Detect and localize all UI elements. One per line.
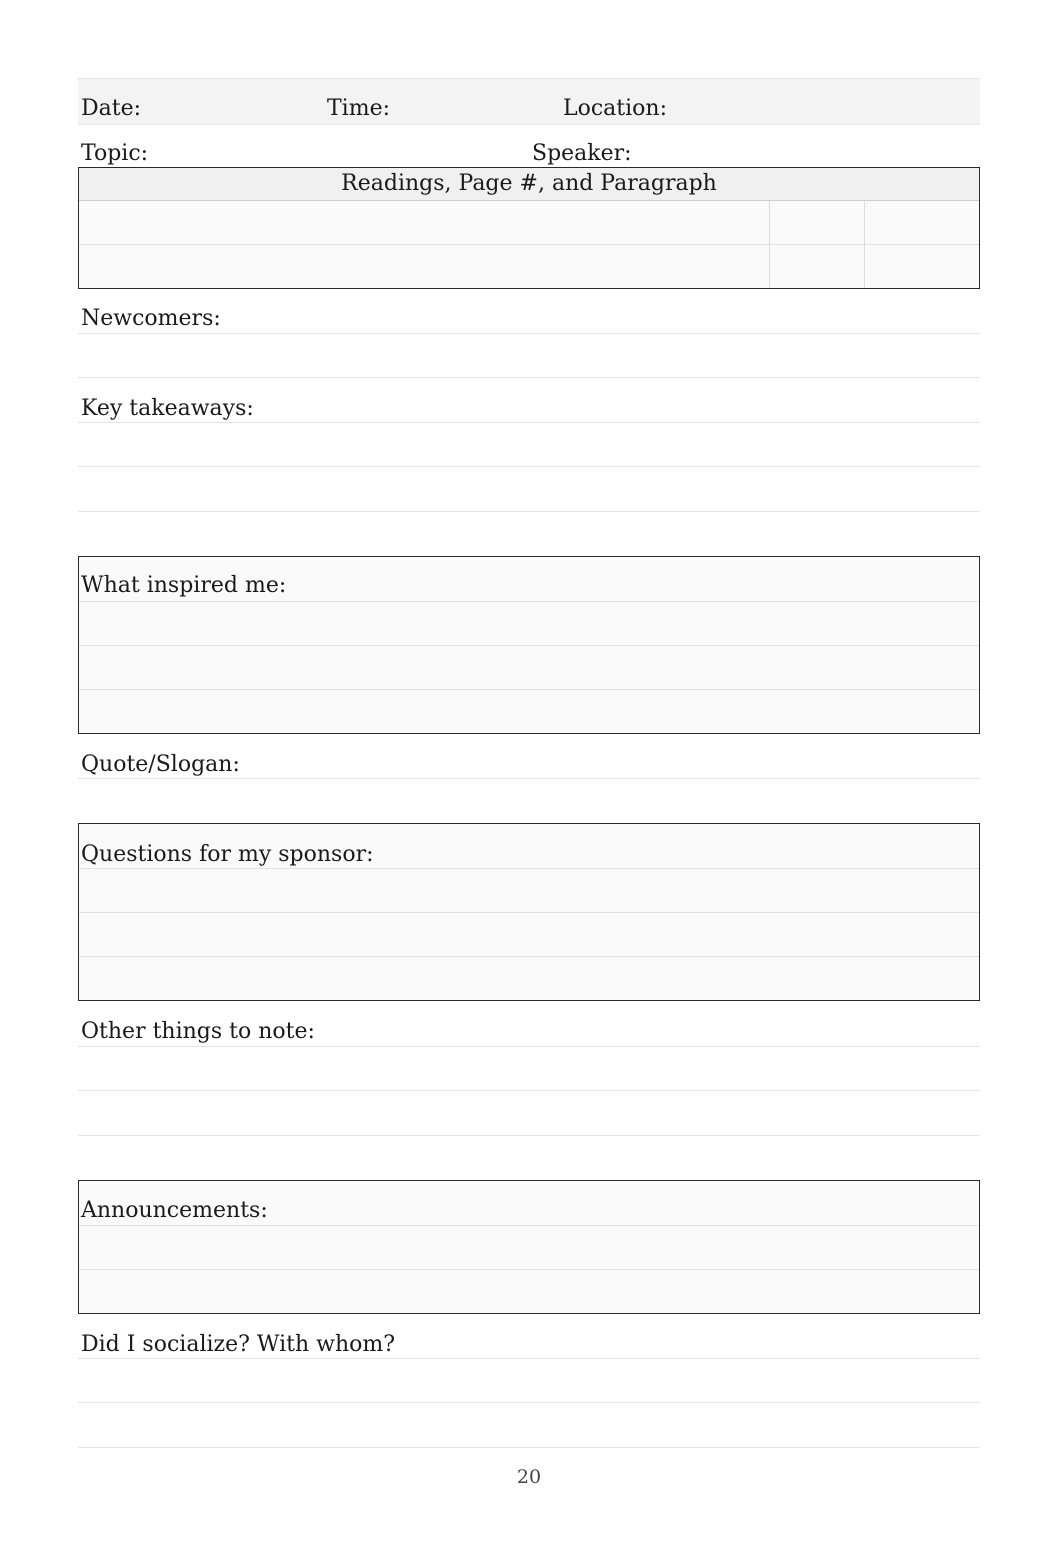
ruled-line: [78, 422, 980, 423]
ruled-line: [78, 1358, 980, 1359]
box-ruled-line: [79, 689, 979, 690]
box-ruled-line: [79, 645, 979, 646]
box-ruled-line: [79, 868, 979, 869]
box-ruled-line: [79, 1269, 979, 1270]
speaker-label: Speaker:: [532, 141, 632, 166]
topic-label: Topic:: [81, 141, 149, 166]
newcomers-label: Newcomers:: [81, 306, 221, 331]
ruled-line: [78, 778, 980, 779]
announcements-label: Announcements:: [81, 1198, 268, 1223]
ruled-line: [78, 1447, 980, 1448]
readings-row-divider: [79, 244, 979, 245]
other-things-label: Other things to note:: [81, 1019, 315, 1044]
what-inspired-label: What inspired me:: [81, 573, 287, 598]
ruled-line: [78, 1046, 980, 1047]
ruled-line: [78, 1402, 980, 1403]
box-ruled-line: [79, 1225, 979, 1226]
ruled-line: [78, 511, 980, 512]
date-label: Date:: [81, 96, 142, 121]
box-ruled-line: [79, 601, 979, 602]
box-ruled-line: [79, 956, 979, 957]
ruled-line: [78, 333, 980, 334]
ruled-line: [78, 1090, 980, 1091]
readings-column-divider: [769, 201, 770, 288]
box-ruled-line: [79, 912, 979, 913]
time-label: Time:: [327, 96, 391, 121]
quote-slogan-label: Quote/Slogan:: [81, 752, 240, 777]
readings-column-divider: [864, 201, 865, 288]
readings-table-header: Readings, Page #, and Paragraph: [79, 168, 979, 201]
readings-table: [78, 167, 980, 289]
ruled-line: [78, 466, 980, 467]
questions-sponsor-label: Questions for my sponsor:: [81, 842, 374, 867]
key-takeaways-label: Key takeaways:: [81, 396, 254, 421]
ruled-line: [78, 377, 980, 378]
page-number: 20: [516, 1466, 542, 1488]
socialize-label: Did I socialize? With whom?: [81, 1332, 396, 1357]
location-label: Location:: [563, 96, 667, 121]
header-band: [78, 78, 980, 125]
ruled-line: [78, 1135, 980, 1136]
